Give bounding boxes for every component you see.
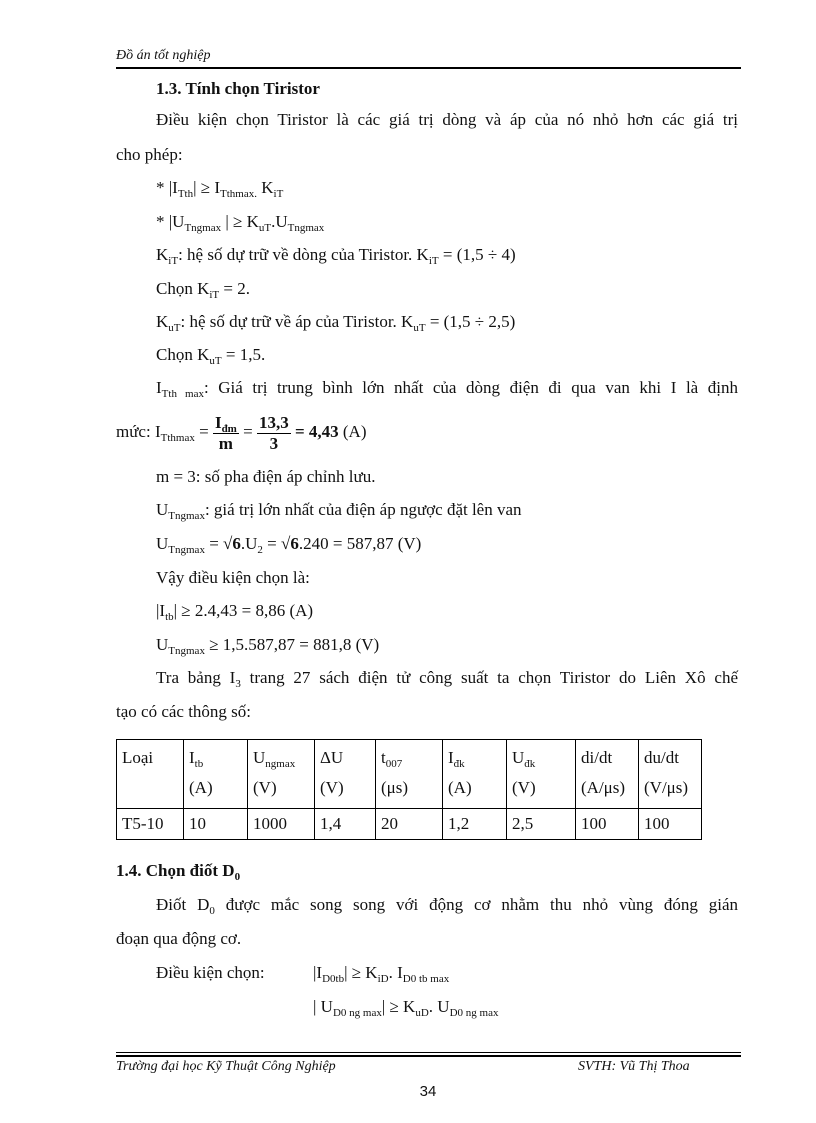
section-heading-1-3: 1.3. Tính chọn Tiristor <box>156 79 320 98</box>
conclusion-line: Vậy điều kiện chọn là: <box>156 568 310 587</box>
table-cell: 20 <box>376 809 443 840</box>
intro-line-1: Điều kiện chọn Tiristor là các giá trị dòng và áp của nó nhỏ hơn các giá trị <box>156 110 738 129</box>
kit-definition: $K_{iT}$: hệ số dự trữ về dòng của Tiristor. $K_{iT} = (1,5 \div 4)$ <box>156 245 516 267</box>
header-cell-du-dt: du/dt (V/μs) <box>639 740 702 809</box>
condition-current: * $|I_{Tth}| \ge I_{Tthmax.}$ $K_{iT}$ <box>156 178 284 200</box>
table-cell: 1,2 <box>443 809 507 840</box>
fraction-13-3-over-3: $\frac{13,3}{3}$ <box>258 412 289 453</box>
fraction-idm-over-m: $\frac{I_{đm}}{m}$ <box>214 412 237 453</box>
table-row <box>117 809 702 840</box>
table-cell: 2,5 <box>507 809 576 840</box>
section-heading-1-4: 1.4. Chọn điốt $D_0$ <box>116 861 241 883</box>
running-header: Đồ án tốt nghiệp <box>116 48 211 63</box>
utng-definition: $U_{Tngmax}$: giá trị lớn nhất của điện áp ngược đặt lên van <box>156 500 522 522</box>
header-cell-di-dt: di/dt (A/μs) <box>576 740 639 809</box>
table-cell: 100 <box>576 809 639 840</box>
table-cell: 1,4 <box>315 809 376 840</box>
header-cell-itb: $I_{tb}$ (A) <box>184 740 248 809</box>
header-cell-loai: Loại <box>117 740 184 809</box>
diode-condition-label: Điều kiện chọn: <box>156 963 265 982</box>
diode-description-1: Điốt $D_0$ được mắc song song với động cơ nhằm thu nhỏ vùng đóng gián <box>156 895 738 917</box>
itth-formula: mức: $I_{Tthmax}$ = $\frac{I_{đm}}{m}$ = $\frac{13,3}{3}$ = 4,43 (A) <box>116 412 367 453</box>
kut-choice: Chọn $K_{uT} = 1,5$. <box>156 345 266 367</box>
header-cell-delta-u: ΔU (V) <box>315 740 376 809</box>
table-cell: 10 <box>184 809 248 840</box>
table-cell: T5-10 <box>117 809 184 840</box>
header-cell-t007: $t_{007}$ (μs) <box>376 740 443 809</box>
table-header-row <box>117 740 702 809</box>
table-cell: 100 <box>639 809 702 840</box>
kit-choice: Chọn $K_{iT} = 2$. <box>156 279 250 301</box>
intro-line-2: cho phép: <box>116 145 183 164</box>
condition-voltage: * $|U_{Tngmax}$ | ≥ $K_{uT}.U_{Tngmax}$ <box>156 212 325 234</box>
header-cell-ungmax: $U_{ngmax}$ (V) <box>248 740 315 809</box>
page-number: 34 <box>419 1083 437 1100</box>
result-current: $|I_{tb}| \ge 2.4,43 = 8,86$ (A) <box>156 601 314 623</box>
diode-description-2: đoạn qua động cơ. <box>116 929 242 948</box>
result-voltage: $U_{Tngmax} \ge 1,5.587,87 = 881,8$ (V) <box>156 635 380 657</box>
diode-condition-voltage: | $U_{D0 ng max}| \ge K_{uD}$. $U_{D0 ng max}$ <box>313 997 499 1019</box>
m-definition: m = 3: số pha điện áp chỉnh lưu. <box>156 467 376 486</box>
header-cell-idk: $I_{đk}$ (A) <box>443 740 507 809</box>
itth-definition: $I_{Tth max}$: Giá trị trung bình lớn nhất của dòng điện đi qua van khi I là định <box>156 378 738 400</box>
utng-calculation: $U_{Tngmax} = √6.U_2 = √6.240 = 587,87$ (V) <box>156 534 422 556</box>
diode-condition-current: $|I_{D0tb}| \ge K_{iD}$. $I_{D0 tb max}$ <box>313 963 450 985</box>
footer-rule-thick <box>116 1055 741 1057</box>
table-cell: 1000 <box>248 809 315 840</box>
header-cell-udk: $U_{đk}$ (V) <box>507 740 576 809</box>
footer-rule-thin <box>116 1052 741 1053</box>
footer-school: Trường đại học Kỹ Thuật Công Nghiệp <box>116 1059 336 1074</box>
table-intro-line-2: tạo có các thông số: <box>116 702 252 721</box>
tiristor-spec-table <box>116 739 702 840</box>
kut-definition: $K_{uT}$: hệ số dự trữ về áp của Tiristor. $K_{uT} = (1,5 \div 2,5)$ <box>156 312 516 334</box>
table-intro-line-1: Tra bảng $I_3$ trang 27 sách điện tử công suất ta chọn Tiristor do Liên Xô chế <box>156 668 738 690</box>
footer-student: SVTH: Vũ Thị Thoa <box>578 1059 690 1074</box>
header-rule <box>116 67 741 69</box>
